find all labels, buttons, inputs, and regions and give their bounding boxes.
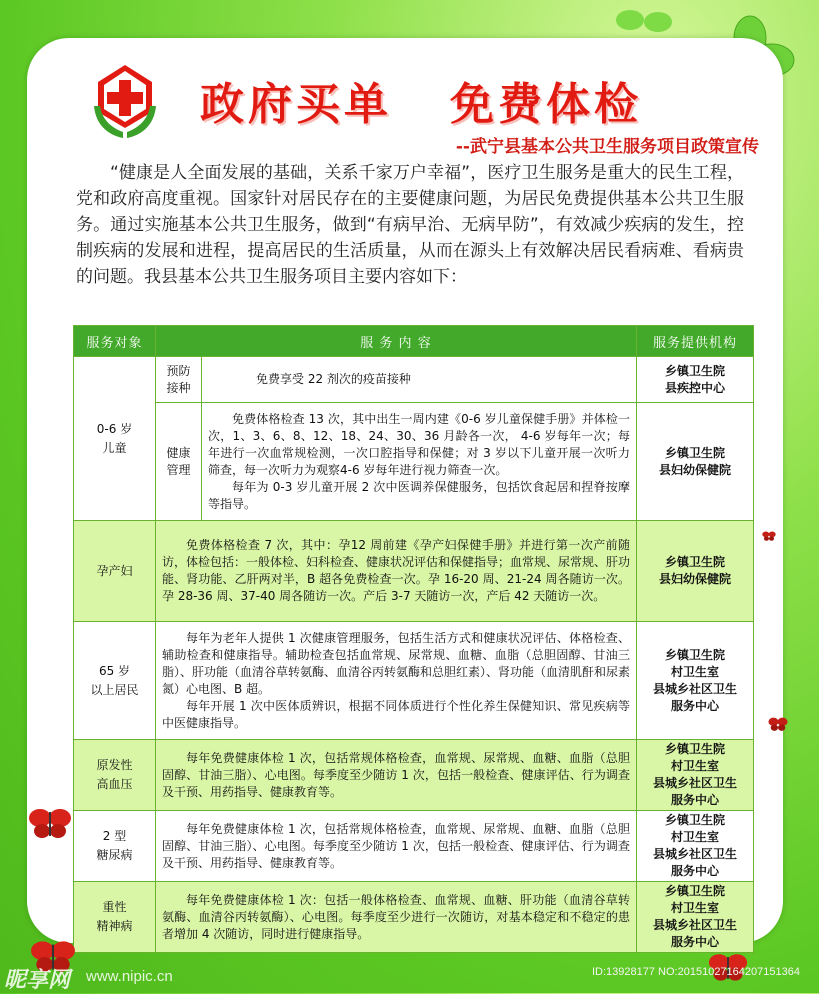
service-table xyxy=(73,325,754,953)
watermark-url: www.nipic.cn xyxy=(86,968,173,985)
object-line: 糖尿病 xyxy=(96,848,133,862)
page-title xyxy=(200,68,642,132)
table-row xyxy=(74,811,754,882)
agency-line: 乡镇卫生院 xyxy=(664,555,725,569)
table-row xyxy=(74,357,754,403)
row-agency xyxy=(637,740,754,811)
table-row xyxy=(74,622,754,740)
agency-line: 乡镇卫生院 xyxy=(664,445,725,460)
agency-line: 县城乡社区卫生 xyxy=(652,776,737,790)
agency-line: 村卫生室 xyxy=(670,759,719,773)
object-line: 儿童 xyxy=(102,440,127,455)
agency-line: 县城乡社区卫生 xyxy=(652,681,737,696)
table-row xyxy=(74,521,754,622)
table-row xyxy=(74,740,754,811)
agency-line: 县妇幼保健院 xyxy=(658,572,731,586)
row-agency xyxy=(637,357,754,403)
object-line: 2 型 xyxy=(102,829,127,843)
page-subtitle: --武宁县基本公共卫生服务项目政策宣传 xyxy=(455,137,759,157)
sub-label xyxy=(156,403,202,521)
title-part-1: 政府买单 xyxy=(200,79,392,130)
agency-line: 县妇幼保健院 xyxy=(658,462,731,477)
clover-decoration xyxy=(610,0,680,40)
agency-line: 乡镇卫生院 xyxy=(664,884,725,898)
row-agency xyxy=(637,622,754,740)
title-part-2: 免费体检 xyxy=(450,79,642,130)
agency-line: 村卫生室 xyxy=(670,830,719,844)
row-object xyxy=(74,622,156,740)
agency-line: 服务中心 xyxy=(670,793,719,807)
agency-line: 服务中心 xyxy=(670,864,719,878)
agency-line: 乡镇卫生院 xyxy=(664,742,725,756)
table-header-row xyxy=(74,326,754,357)
row-content xyxy=(202,403,637,521)
sub-label-line: 管理 xyxy=(166,462,191,477)
row-content xyxy=(156,811,637,882)
object-line: 以上居民 xyxy=(90,682,139,697)
table-row xyxy=(74,403,754,521)
object-line: 精神病 xyxy=(96,919,133,933)
table-row xyxy=(74,882,754,953)
butterfly-icon xyxy=(28,806,72,840)
row-content xyxy=(202,357,637,403)
agency-line: 乡镇卫生院 xyxy=(664,813,725,827)
content-text: 每年免费健康体检 1 次：包括一般体格检查、血常规、血糖、肝功能（血清谷草转氨酶、血清谷丙转氨酶）、心电图。每季度至少进行一次随访，对基本稳定和不稳定的患者增加 4 次随访，同时进行健康指导。 xyxy=(162,892,630,941)
object-line: 原发性 xyxy=(96,758,133,772)
row-content xyxy=(156,622,637,740)
agency-line: 村卫生室 xyxy=(670,664,719,679)
sub-label xyxy=(156,357,202,403)
object-line: 0-6 岁 xyxy=(96,421,133,436)
row-content xyxy=(156,521,637,622)
row-object xyxy=(74,811,156,882)
content-text: 免费享受 22 剂次的疫苗接种 xyxy=(256,372,411,386)
object-line: 孕产妇 xyxy=(96,563,133,578)
agency-line: 县疾控中心 xyxy=(664,380,725,395)
agency-line: 乡镇卫生院 xyxy=(664,363,725,378)
row-object xyxy=(74,882,156,953)
row-object xyxy=(74,521,156,622)
content-text: 每年免费健康体检 1 次，包括常规体格检查，血常规、尿常规、血糖、血脂（总胆固醇、甘油三脂）、心电图。每季度至少随访 1 次，包括一般检查、健康评估、行为调查及干预、用药指导、健康教育等。 xyxy=(162,750,630,799)
header-object: 服务对象 xyxy=(74,326,156,357)
row-agency xyxy=(637,403,754,521)
sub-label-line: 预防 xyxy=(166,363,191,378)
agency-line: 服务中心 xyxy=(670,935,719,949)
health-cross-logo-icon xyxy=(90,62,160,140)
row-object xyxy=(74,357,156,521)
object-line: 重性 xyxy=(102,900,127,914)
header-content: 服 务 内 容 xyxy=(156,326,637,357)
agency-line: 服务中心 xyxy=(670,698,719,713)
agency-line: 村卫生室 xyxy=(670,901,719,915)
row-agency xyxy=(637,811,754,882)
intro-paragraph xyxy=(76,160,744,290)
content-text: 免费体格检查 13 次，其中出生一周内建《0-6 岁儿童保健手册》并体检一次，1、3、6、8、12、18、24、30、36 月龄各一次， 4-6 岁每年一次；每年进行一次血常规检测，一次口腔指导和保健；对 3 岁以下儿童开展一次听力筛查，每一次听力为观察4-6 岁每年进行视力筛查一次。 xyxy=(208,411,630,477)
sub-label-line: 健康 xyxy=(166,445,191,460)
content-text: 每年开展 1 次中医体质辨识，根据不同体质进行个性化养生保健知识、常见疾病等中医健康指导。 xyxy=(162,698,630,730)
butterfly-icon xyxy=(768,716,788,732)
row-content xyxy=(156,882,637,953)
row-object xyxy=(74,740,156,811)
content-text: 免费体格检查 7 次，其中：孕12 周前建《孕产妇保健手册》并进行第一次产前随访，体检包括：一般体检、妇科检查、健康状况评估和保健指导；血常规、尿常规、肝功能、肾功能、乙肝两对半，B 超各免费检查一次。孕 16-20 周、21-24 周各随访一次。孕 28-36 周、37-40 周各随访一次。产后 3-7 天随访一次，产后 42 天随访一次。 xyxy=(162,538,631,603)
intro-text: “健康是人全面发展的基础，关系千家万户幸福”，医疗卫生服务是重大的民生工程，党和政府高度重视。国家针对居民存在的主要健康问题，为居民免费提供基本公共卫生服务。通过实施基本公共卫生服务，做到“有病早治、无病早防”，有效减少疾病的发生，控制疾病的发展和进程，提高居民的生活质量，从而在源头上有效解决居民看病难、看病贵的问题。我县基本公共卫生服务项目主要内容如下： xyxy=(76,163,744,287)
row-content xyxy=(156,740,637,811)
watermark-id: ID:13928177 NO:20151027164207151364 xyxy=(592,966,800,978)
agency-line: 县城乡社区卫生 xyxy=(652,918,737,932)
agency-line: 县城乡社区卫生 xyxy=(652,847,737,861)
row-agency xyxy=(637,521,754,622)
content-text: 每年为 0-3 岁儿童开展 2 次中医调养保健服务，包括饮食起居和捏脊按摩等指导。 xyxy=(208,479,630,511)
sub-label-line: 接种 xyxy=(166,380,191,395)
object-line: 65 岁 xyxy=(98,663,131,678)
watermark-brand: 昵享网 xyxy=(4,967,71,992)
row-agency xyxy=(637,882,754,953)
content-text: 每年为老年人提供 1 次健康管理服务，包括生活方式和健康状况评估、体格检查、辅助检查和健康指导。辅助检查包括血常规、尿常规、血糖、血脂（总胆固醇、甘油三脂）、肝功能（血清谷草转氨酶、血清谷丙转氨酶和总胆红素）、肾功能（血清肌酐和尿素氮）心电图、B 超。 xyxy=(162,630,631,696)
butterfly-icon xyxy=(762,530,776,542)
object-line: 高血压 xyxy=(96,777,133,791)
content-text: 每年免费健康体检 1 次，包括常规体格检查，血常规、尿常规、血糖、血脂（总胆固醇、甘油三脂）、心电图。每季度至少随访 1 次，包括一般检查、健康评估、行为调查及干预、用药指导、健康教育等。 xyxy=(162,821,630,870)
agency-line: 乡镇卫生院 xyxy=(664,647,725,662)
header-agency: 服务提供机构 xyxy=(637,326,754,357)
